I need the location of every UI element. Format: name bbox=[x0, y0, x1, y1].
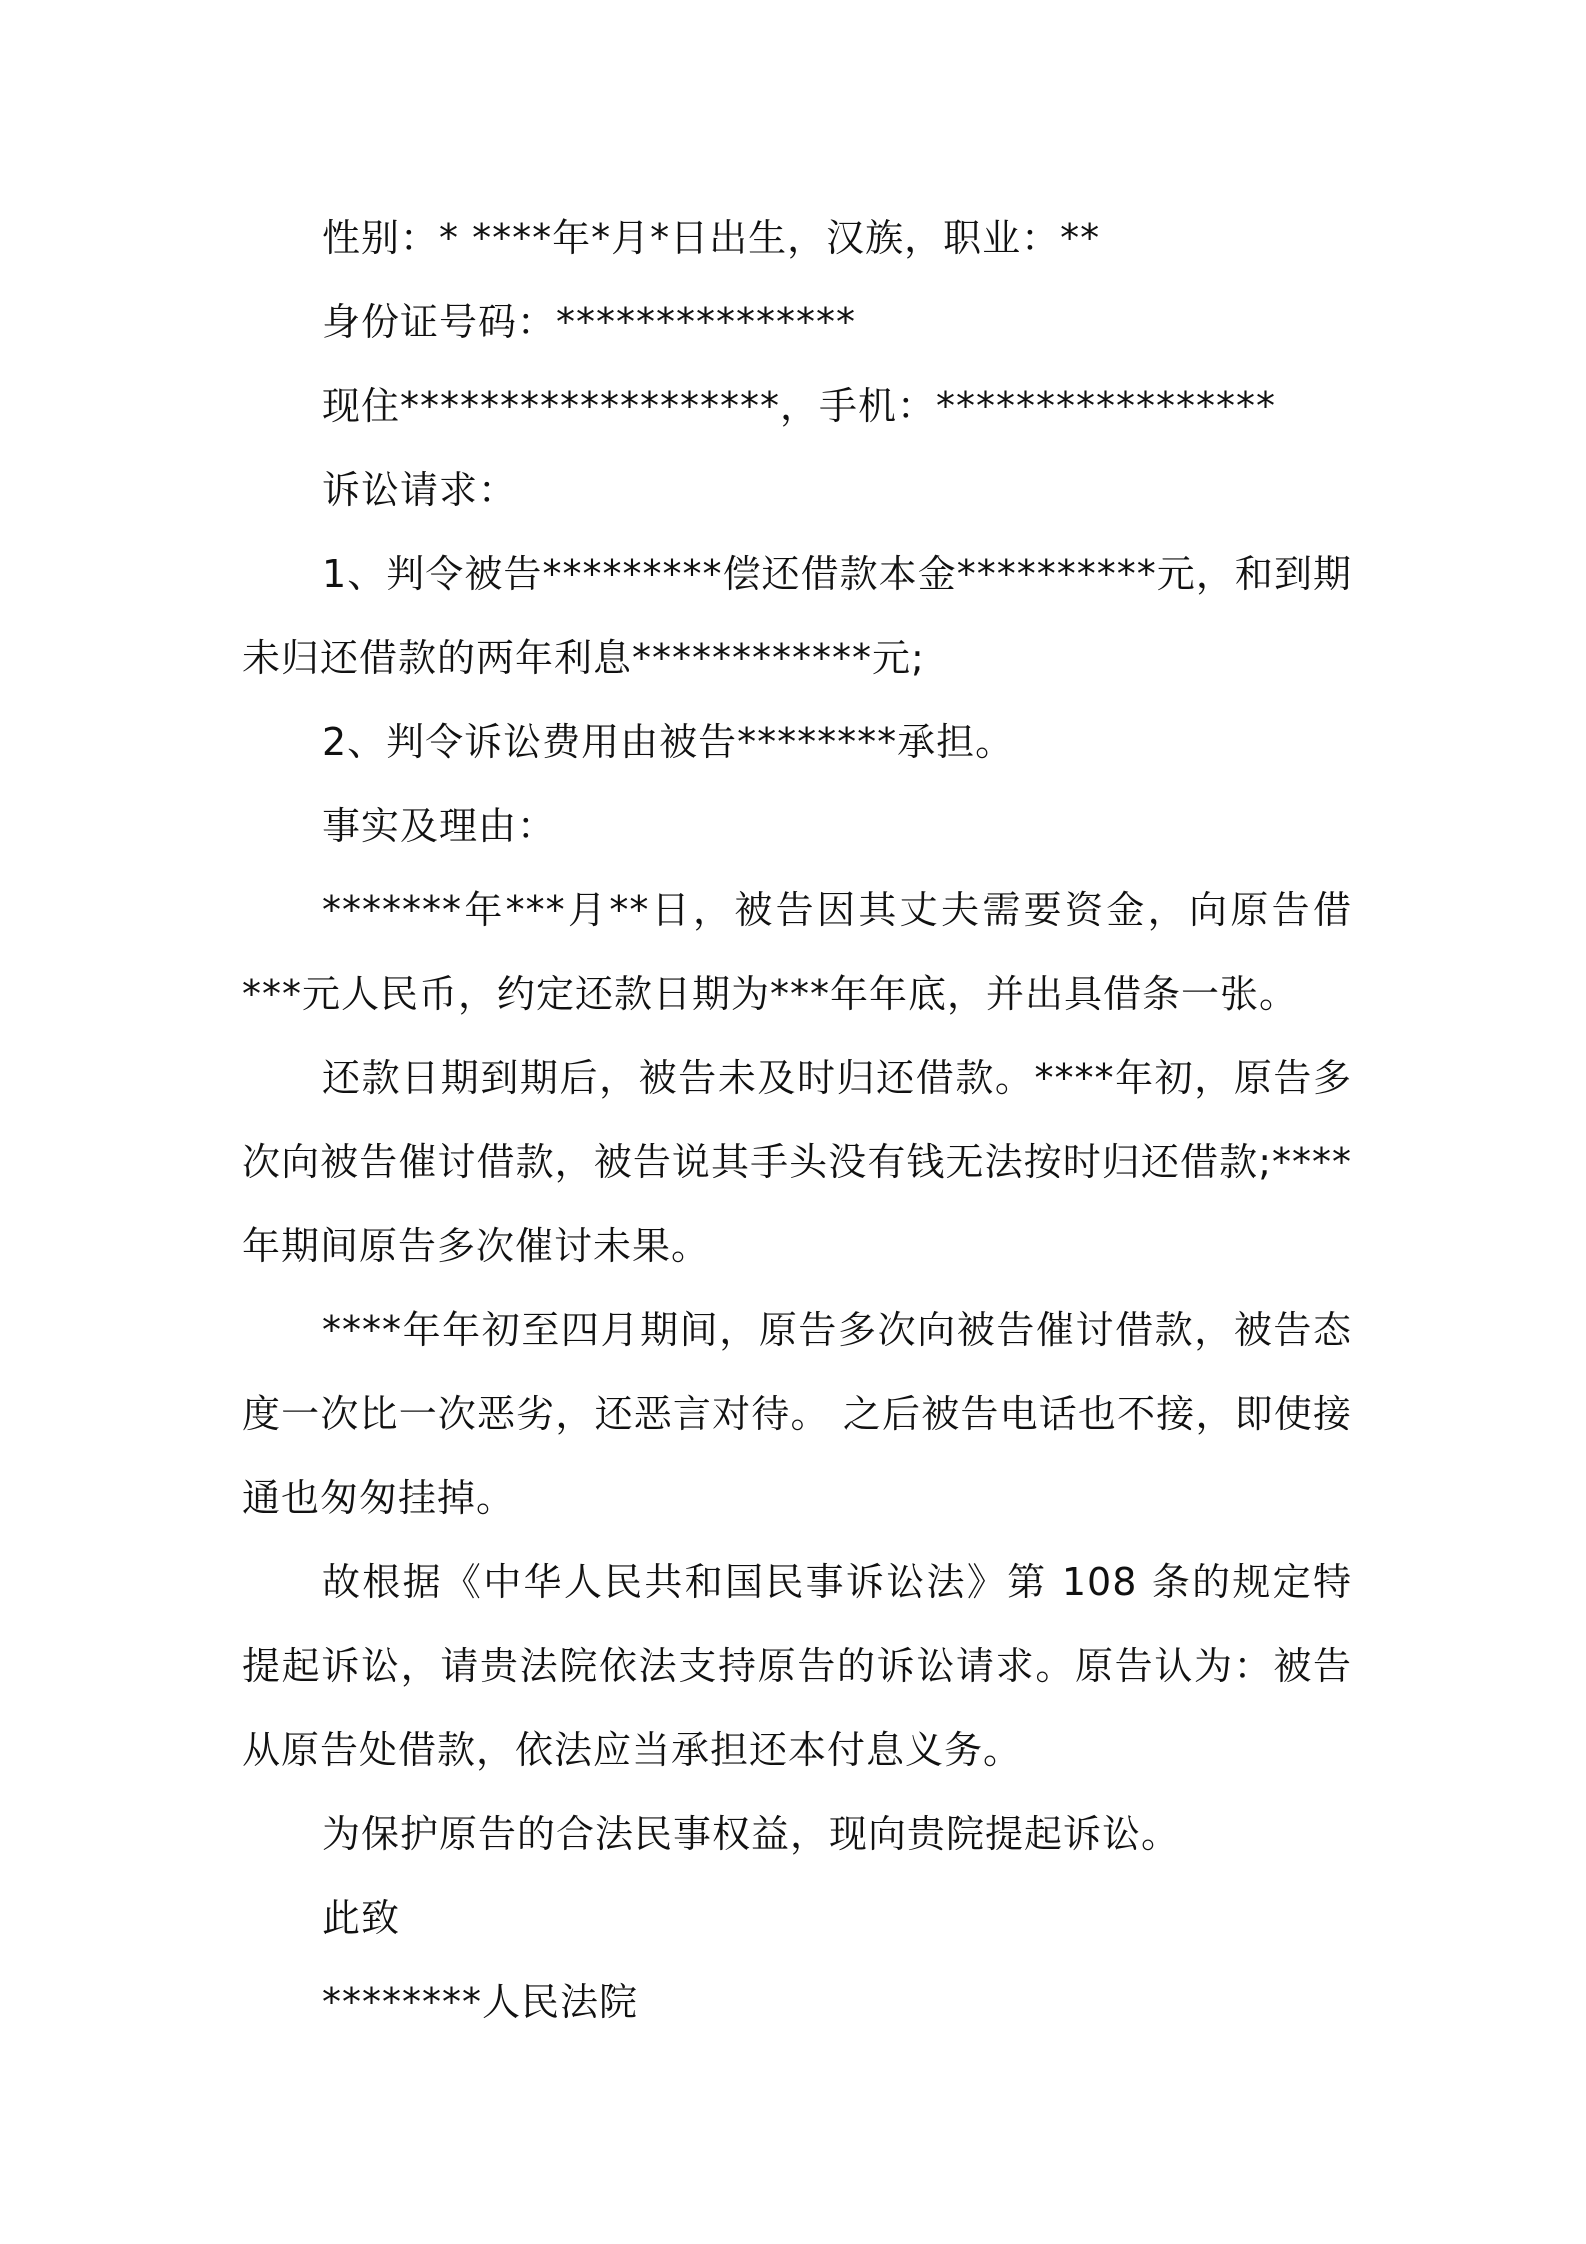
facts-heading: 事实及理由： bbox=[322, 804, 557, 848]
request-paragraph: 为保护原告的合法民事权益，现向贵院提起诉讼。 bbox=[322, 1812, 1181, 1856]
closing-salutation: 此致 bbox=[322, 1896, 401, 1940]
id-number-line: 身份证号码：*************** bbox=[322, 300, 857, 344]
gender-birth-line: 性别：* ****年*月*日出生，汉族，职业：** bbox=[322, 216, 1101, 260]
claim-item-2: 2、判令诉讼费用由被告********承担。 bbox=[322, 720, 1015, 764]
fact-paragraph: ****年年初至四月期间，原告多次向被告催讨借款，被告态度一次比一次恶劣，还恶言对待。 之后被告电话也不接，即使接通也匆匆挂掉。 bbox=[242, 1308, 1352, 1520]
document-body bbox=[242, 196, 1352, 2044]
legal-basis-paragraph: 故根据《中华人民共和国民事诉讼法》第 108 条的规定特提起诉讼，请贵法院依法支持原告的诉讼请求。原告认为：被告从原告处借款，依法应当承担还本付息义务。 bbox=[242, 1560, 1352, 1772]
claim-item-1: 1、判令被告*********偿还借款本金**********元，和到期未归还借款的两年利息************元; bbox=[242, 552, 1352, 680]
fact-paragraph: *******年***月**日，被告因其丈夫需要资金，向原告借***元人民币，约定还款日期为***年年底，并出具借条一张。 bbox=[242, 888, 1352, 1016]
address-phone-line: 现住*******************，手机：***************** bbox=[322, 384, 1277, 428]
fact-paragraph: 还款日期到期后，被告未及时归还借款。****年初，原告多次向被告催讨借款，被告说其手头没有钱无法按时归还借款;****年期间原告多次催讨未果。 bbox=[242, 1056, 1352, 1268]
court-name: ********人民法院 bbox=[322, 1980, 639, 2024]
claims-heading: 诉讼请求： bbox=[322, 468, 518, 512]
